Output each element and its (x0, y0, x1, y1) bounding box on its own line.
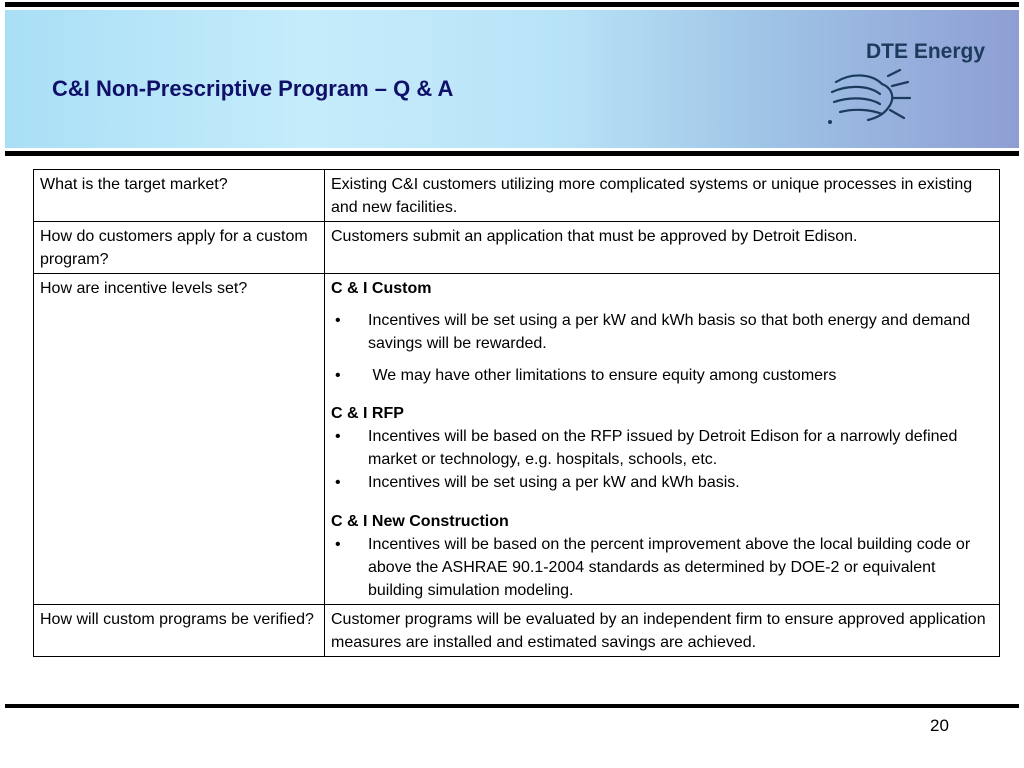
section-heading-rfp: C & I RFP (331, 405, 404, 422)
list-item: • Incentives will be set using a per kW and kWh basis. (331, 471, 993, 494)
bullet-list (331, 309, 993, 387)
question-cell: How do customers apply for a custom program? (34, 222, 325, 274)
list-item: • Incentives will be based on the percent improvement above the local building code or above the ASHRAE 90.1-2004 standards as determined by DOE-2 or equivalent building simulation modeling. (331, 533, 993, 602)
answer-cell (325, 274, 1000, 605)
qa-table (33, 169, 1000, 657)
section-heading-new-construction: C & I New Construction (331, 513, 509, 530)
table-row (34, 170, 1000, 222)
slide-title: C&I Non-Prescriptive Program – Q & A (52, 76, 454, 101)
question-cell: How will custom programs be verified? (34, 605, 325, 657)
question-cell: How are incentive levels set? (34, 274, 325, 605)
top-rule (5, 2, 1019, 7)
question-cell: What is the target market? (34, 170, 325, 222)
table-row (34, 605, 1000, 657)
section-heading-custom: C & I Custom (331, 280, 432, 297)
answer-cell: Customers submit an application that must be approved by Detroit Edison. (325, 222, 1000, 274)
answer-cell: Customer programs will be evaluated by an independent firm to ensure approved application measures are installed and estimated savings are achieved. (325, 605, 1000, 657)
table-row (34, 274, 1000, 605)
list-item: • Incentives will be based on the RFP issued by Detroit Edison for a narrowly defined market or technology, e.g. hospitals, schools, etc. (331, 425, 993, 471)
bullet-list (331, 533, 993, 602)
page-number: 20 (930, 716, 949, 735)
logo-text: DTE Energy (866, 40, 986, 63)
bullet-list (331, 425, 993, 494)
list-item: • Incentives will be set using a per kW and kWh basis so that both energy and demand savings will be rewarded. (331, 309, 993, 355)
list-item: • We may have other limitations to ensure equity among customers (331, 364, 993, 387)
dte-energy-logo (826, 38, 1006, 128)
table-row (34, 222, 1000, 274)
answer-cell: Existing C&I customers utilizing more complicated systems or unique processes in existing and new facilities. (325, 170, 1000, 222)
header-rule (5, 151, 1019, 156)
dte-energy-sun-icon (826, 66, 916, 126)
footer-rule (5, 704, 1019, 708)
